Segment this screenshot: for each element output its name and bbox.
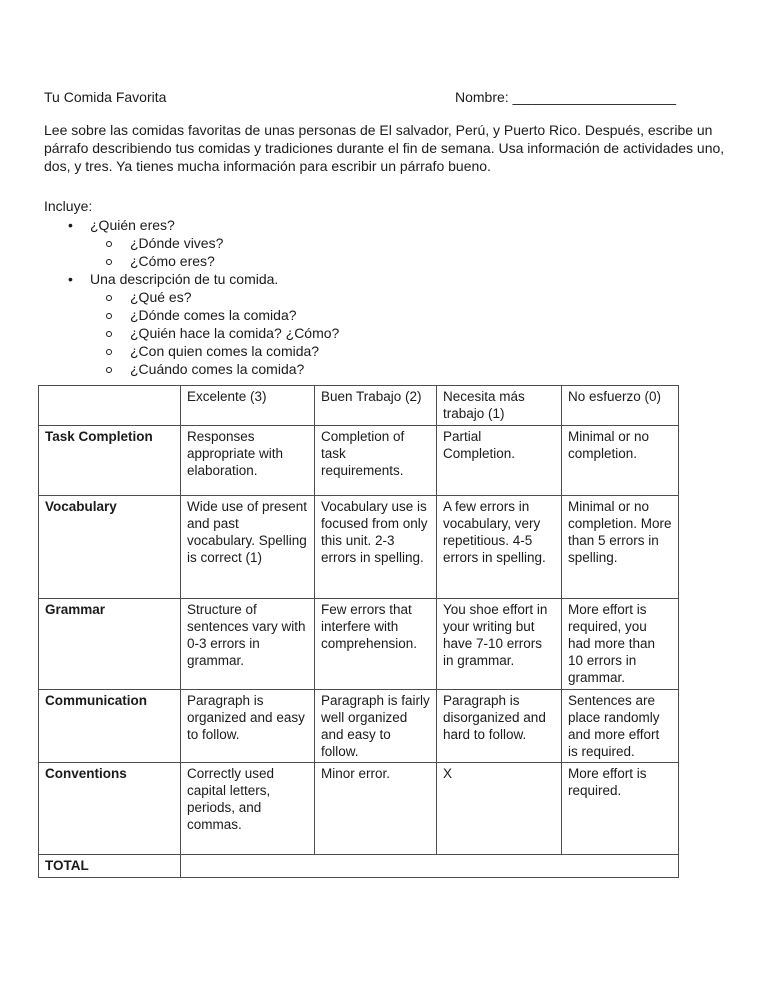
rubric-cell: More effort is required. <box>562 763 679 855</box>
rubric-table <box>38 385 679 878</box>
total-value-cell <box>181 855 679 878</box>
page-title: Tu Comida Favorita <box>44 89 167 105</box>
bullet-item <box>44 216 714 234</box>
sub-bullet-item <box>44 234 714 252</box>
bullet-circle-icon <box>106 259 112 265</box>
bullet-item-label: ¿Quién eres? <box>90 217 175 233</box>
bullet-circle-icon <box>106 367 112 373</box>
rubric-cell: Minimal or no completion. <box>562 426 679 496</box>
sub-bullet-item-label: ¿Dónde vives? <box>130 235 224 251</box>
rubric-row-grammar <box>39 599 679 690</box>
rubric-cell: Paragraph is fairly well organized and easy to follow. <box>315 690 437 763</box>
sub-bullet-item <box>44 252 714 270</box>
header-cell-excelente: Excelente (3) <box>181 386 315 426</box>
rubric-cell: Paragraph is organized and easy to follow. <box>181 690 315 763</box>
rubric-cell: You shoe effort in your writing but have 7-10 errors in grammar. <box>437 599 562 690</box>
total-label-cell: TOTAL <box>39 855 181 878</box>
rubric-cell: Vocabulary use is focused from only this unit. 2-3 errors in spelling. <box>315 496 437 599</box>
bullet-item <box>44 270 714 288</box>
sub-bullet-item <box>44 360 714 378</box>
rubric-cell: Paragraph is disorganized and hard to follow. <box>437 690 562 763</box>
bullet-circle-icon <box>106 241 112 247</box>
rubric-cell: Minimal or no completion. More than 5 errors in spelling. <box>562 496 679 599</box>
bullet-dot-icon: • <box>68 217 73 233</box>
header-cell-buen-trabajo: Buen Trabajo (2) <box>315 386 437 426</box>
sub-bullet-item-label: ¿Dónde comes la comida? <box>130 307 297 323</box>
row-label-cell: Communication <box>39 690 181 763</box>
bullet-circle-icon <box>106 313 112 319</box>
sub-bullet-item <box>44 306 714 324</box>
rubric-row-total <box>39 855 679 878</box>
rubric-cell: A few errors in vocabulary, very repetitious. 4-5 errors in spelling. <box>437 496 562 599</box>
row-label-cell: Task Completion <box>39 426 181 496</box>
name-label: Nombre: <box>455 89 509 105</box>
bullet-circle-icon <box>106 295 112 301</box>
rubric-row-task-completion <box>39 426 679 496</box>
row-label-cell: Vocabulary <box>39 496 181 599</box>
bullet-circle-icon <box>106 331 112 337</box>
bullet-item-label: Una descripción de tu comida. <box>90 271 279 287</box>
name-field <box>455 89 676 105</box>
intro-paragraph: Lee sobre las comidas favoritas de unas personas de El salvador, Perú, y Puerto Rico. Después, escribe un párrafo describiendo tus comidas y tradiciones durante el fin de semana. Usa información de actividades uno, dos, y tres. Ya tienes mucha información para escribir un párrafo bueno. <box>44 122 725 174</box>
rubric-row-conventions <box>39 763 679 855</box>
header-cell-no-esfuerzo: No esfuerzo (0) <box>562 386 679 426</box>
row-label-cell: Grammar <box>39 599 181 690</box>
bullet-circle-icon <box>106 349 112 355</box>
rubric-header-row <box>39 386 679 426</box>
sub-bullet-item-label: ¿Quién hace la comida? ¿Cómo? <box>130 325 340 341</box>
bullet-dot-icon: • <box>68 271 73 287</box>
rubric-cell: Completion of task requirements. <box>315 426 437 496</box>
sub-bullet-item-label: ¿Cuándo comes la comida? <box>130 361 305 377</box>
rubric-cell: More effort is required, you had more than 10 errors in grammar. <box>562 599 679 690</box>
sub-bullet-item-label: ¿Cómo eres? <box>130 253 215 269</box>
rubric-cell: Minor error. <box>315 763 437 855</box>
rubric-cell: Responses appropriate with elaboration. <box>181 426 315 496</box>
rubric-cell: Partial Completion. <box>437 426 562 496</box>
rubric-row-communication <box>39 690 679 763</box>
row-label-cell: Conventions <box>39 763 181 855</box>
includes-list <box>44 216 714 378</box>
includes-label: Incluye: <box>44 198 93 214</box>
rubric-table-container <box>38 385 679 878</box>
name-blank-line: _____________________ <box>512 89 677 105</box>
rubric-cell: Structure of sentences vary with 0-3 errors in grammar. <box>181 599 315 690</box>
sub-bullet-item <box>44 324 714 342</box>
rubric-cell: Wide use of present and past vocabulary. Spelling is correct (1) <box>181 496 315 599</box>
header-cell-empty <box>39 386 181 426</box>
sub-bullet-item <box>44 342 714 360</box>
rubric-cell: X <box>437 763 562 855</box>
rubric-cell: Correctly used capital letters, periods, and commas. <box>181 763 315 855</box>
sub-bullet-item-label: ¿Con quien comes la comida? <box>130 343 320 359</box>
sub-bullet-item-label: ¿Qué es? <box>130 289 192 305</box>
rubric-cell: Sentences are place randomly and more effort is required. <box>562 690 679 763</box>
sub-bullet-item <box>44 288 714 306</box>
header-cell-necesita-mas: Necesita más trabajo (1) <box>437 386 562 426</box>
rubric-cell: Few errors that interfere with comprehension. <box>315 599 437 690</box>
rubric-row-vocabulary <box>39 496 679 599</box>
